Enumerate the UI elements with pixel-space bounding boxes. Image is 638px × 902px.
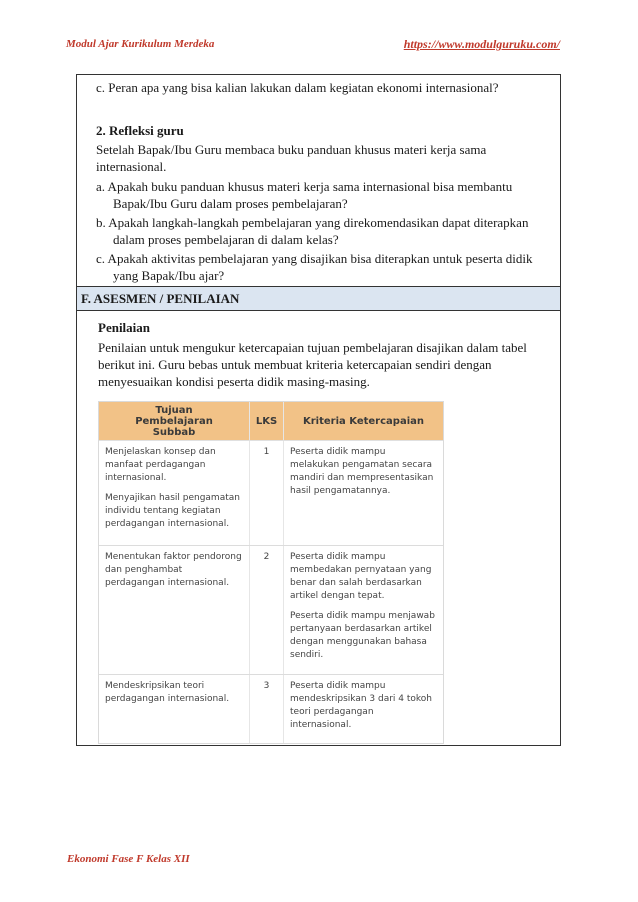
footer-subject: Ekonomi Fase F Kelas XII [67,853,190,865]
tujuan-cell [99,546,250,674]
header-kriteria: Kriteria Ketercapaian [303,415,424,427]
penilaian-body-line-3: menyesuaikan kondisi peserta didik masing-masing. [98,374,370,389]
header-website-link[interactable]: https://www.modulguruku.com/ [403,37,560,51]
penilaian-body-line-2: berikut ini. Guru bebas untuk membuat kriteria ketercapaian sendiri dengan [98,357,492,372]
tujuan-text: Mendeskripsikan teori perdagangan internasional. [105,681,230,704]
kriteria-cell [284,546,443,674]
penilaian-body-line-1: Penilaian untuk mengukur ketercapaian tujuan pembelajaran disajikan dalam tabel [98,340,527,355]
lks-cell: 2 [250,546,284,674]
table-row [99,546,443,675]
content-frame [76,74,561,746]
kriteria-text: Peserta didik mampu melakukan pengamatan secara mandiri dan mempresentasikan hasil pengamatannya. [290,447,434,496]
tujuan-text: Menyajikan hasil pengamatan individu tentang kegiatan perdagangan internasional. [105,493,240,529]
refleksi-item-c-line-2: yang Bapak/Ibu ajar? [113,268,225,283]
refleksi-intro-line-1: Setelah Bapak/Ibu Guru membaca buku panduan khusus materi kerja sama [96,142,487,157]
penilaian-subtitle: Penilaian [98,320,151,335]
kriteria-text: Peserta didik mampu membedakan pernyataan yang benar dan salah berdasarkan artikel dengan tepat. [290,552,432,601]
lks-cell: 3 [250,675,284,743]
kriteria-text: Peserta didik mampu mendeskripsikan 3 dari 4 tokoh teori perdagangan internasional. [290,681,432,730]
header-module-title: Modul Ajar Kurikulum Merdeka [66,38,215,50]
header-lks: LKS [250,402,284,440]
table-row [99,675,443,743]
lks-cell: 1 [250,441,284,545]
kriteria-cell [284,441,443,545]
tujuan-cell [99,675,250,743]
table-row [99,441,443,546]
kriteria-cell [284,675,443,743]
refleksi-title: 2. Refleksi guru [96,123,184,138]
refleksi-item-b-line-2: dalam proses pembelajaran di dalam kelas? [113,232,339,247]
tujuan-text: Menjelaskan konsep dan manfaat perdagangan internasional. [105,447,216,483]
refleksi-item-c-line-1: c. Apakah aktivitas pembelajaran yang disajikan bisa diterapkan untuk peserta didik [96,251,533,266]
refleksi-item-b-line-1: b. Apakah langkah-langkah pembelajaran yang direkomendasikan dapat diterapkan [96,215,529,230]
header-tujuan: Tujuan Pembelajaran Subbab [99,402,250,440]
question-c: c. Peran apa yang bisa kalian lakukan dalam kegiatan ekonomi internasional? [96,80,499,95]
refleksi-item-a-line-1: a. Apakah buku panduan khusus materi kerja sama internasional bisa membantu [96,179,513,194]
table-header-row [99,402,443,441]
tujuan-text: Menentukan faktor pendorong dan penghambat perdagangan internasional. [105,552,242,588]
kriteria-text: Peserta didik mampu menjawab pertanyaan berdasarkan artikel dengan menggunakan bahasa sendiri. [290,611,435,660]
tujuan-cell [99,441,250,545]
section-f-header: F. ASESMEN / PENILAIAN [77,286,560,311]
refleksi-intro-line-2: internasional. [96,159,167,174]
refleksi-item-a-line-2: Bapak/Ibu Guru dalam proses pembelajaran? [113,196,348,211]
assessment-table [98,401,444,744]
